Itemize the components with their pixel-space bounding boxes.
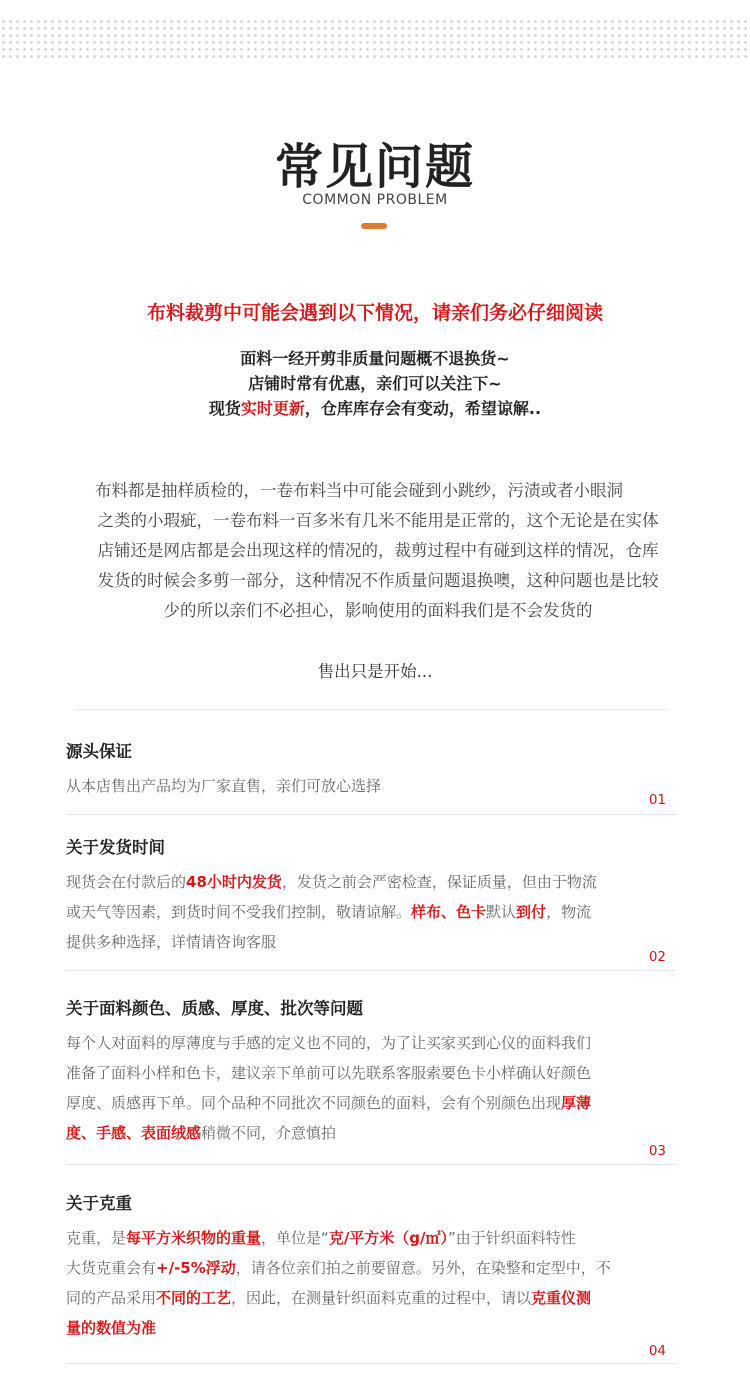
intro-line: 店铺还是网店都是会出现这样的情况的，裁剪过程中有碰到这样的情况，仓库 (97, 541, 659, 560)
notice-text: ，仓库库存会有变动，希望谅解.. (304, 399, 542, 418)
faq-separator (66, 1363, 676, 1364)
page-subtitle: COMMON PROBLEM (302, 192, 448, 208)
answer-line: 量的数值为准 (66, 1319, 157, 1337)
divider (75, 709, 667, 710)
answer-line: 克重，是每平方米织物的重量，单位是“克/平方米（g/㎡）”由于针织面料特性 (66, 1229, 576, 1247)
intro-paragraph (62, 476, 694, 626)
faq-number: 02 (648, 949, 666, 965)
answer-line: 同的产品采用不同的工艺，因此，在测量针织面料克重的过程中，请以克重仪测 (66, 1289, 592, 1307)
tagline: 售出只是开始... (317, 662, 433, 681)
dotted-pattern-band (0, 18, 750, 62)
answer-line: 每个人对面料的厚薄度与手感的定义也不同的，为了让买家买到心仪的面料我们 (66, 1034, 592, 1052)
title-accent-bar (361, 223, 387, 229)
faq-item (66, 738, 676, 808)
notice-line (0, 396, 750, 421)
faq-answer (66, 1223, 676, 1343)
faq-number: 04 (648, 1343, 666, 1359)
faq-separator (66, 970, 676, 971)
faq-item (66, 834, 676, 965)
intro-line: 布料都是抽样质检的，一卷布料当中可能会碰到小跳纱，污渍或者小眼洞 (95, 481, 623, 500)
intro-line: 少的所以亲们不必担心，影响使用的面料我们是不会发货的 (163, 601, 593, 620)
notice-highlight: 实时更新 (240, 399, 305, 418)
faq-item (66, 995, 676, 1159)
faq-question: 关于面料颜色、质感、厚度、批次等问题 (66, 999, 363, 1018)
faq-separator (66, 814, 676, 815)
answer-line: 大货克重会有+/-5%浮动，请各位亲们拍之前要留意。另外，在染整和定型中，不 (66, 1259, 611, 1277)
warning-heading: 布料裁剪中可能会遇到以下情况，请亲们务必仔细阅读 (146, 302, 603, 324)
notice-line: 面料一经开剪非质量问题概不退换货~ (240, 349, 510, 368)
answer-line: 厚度、质感再下单。同个品种不同批次不同颜色的面料，会有个别颜色出现厚薄 (66, 1094, 592, 1112)
answer-line: 现货会在付款后的48小时内发货，发货之前会严密检查，保证质量，但由于物流 (66, 873, 597, 891)
faq-answer (66, 1028, 676, 1148)
faq-question: 关于克重 (66, 1194, 132, 1213)
faq-question: 源头保证 (66, 742, 132, 761)
faq-question: 关于发货时间 (66, 838, 165, 857)
faq-item (66, 1190, 676, 1359)
faq-number: 03 (648, 1143, 666, 1159)
faq-number: 01 (648, 792, 666, 808)
answer-line: 度、手感、表面绒感稍微不同，介意慎拍 (66, 1124, 337, 1142)
notice-text: 现货 (208, 399, 241, 418)
intro-line: 发货的时候会多剪一部分，这种情况不作质量问题退换噢，这种问题也是比较 (97, 571, 659, 590)
faq-separator (66, 1164, 676, 1165)
page-title: 常见问题 (274, 139, 475, 195)
answer-line: 从本店售出产品均为厂家直售，亲们可放心选择 (66, 777, 382, 795)
answer-line: 或天气等因素，到货时间不受我们控制，敬请谅解。样布、色卡默认到付，物流 (66, 903, 592, 921)
notice-block (0, 346, 750, 421)
faq-answer (66, 867, 676, 957)
faq-answer (66, 771, 676, 801)
answer-line: 准备了面料小样和色卡，建议亲下单前可以先联系客服索要色卡小样确认好颜色 (66, 1064, 592, 1082)
answer-line: 提供多种选择，详情请咨询客服 (66, 933, 277, 951)
notice-line: 店铺时常有优惠，亲们可以关注下~ (248, 374, 502, 393)
intro-line: 之类的小瑕疵，一卷布料一百多米有几米不能用是正常的，这个无论是在实体 (97, 511, 659, 530)
